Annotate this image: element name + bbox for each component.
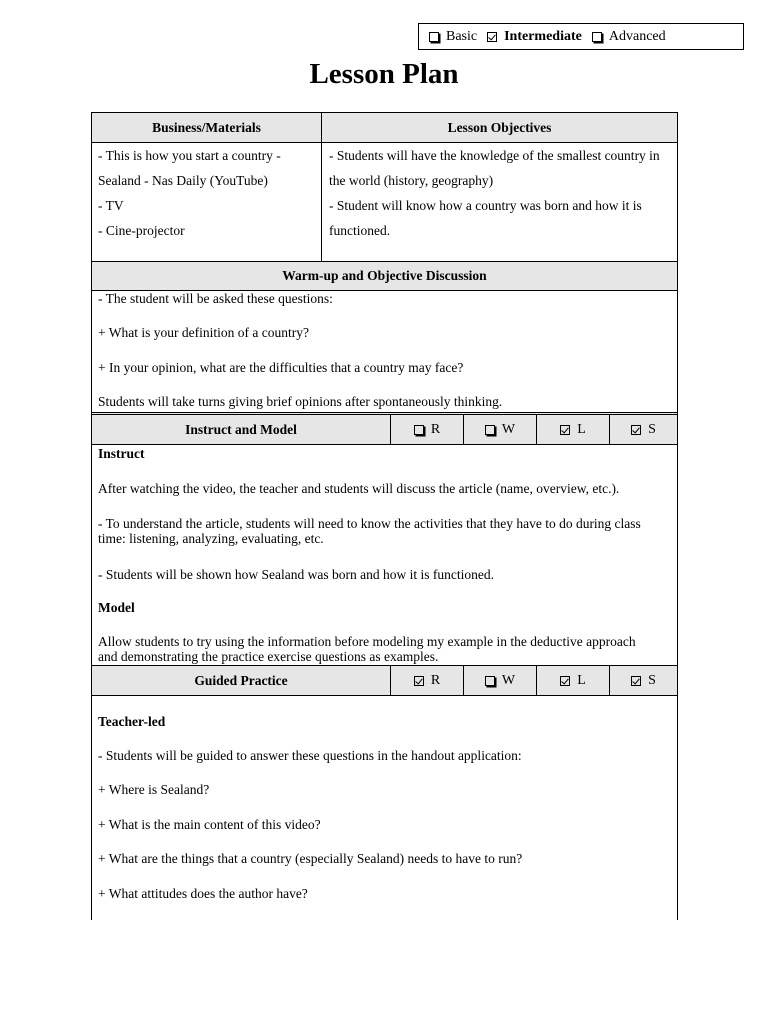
guided-line: + Where is Sealand? — [98, 782, 210, 797]
instruct-paragraph: - Students will be shown how Sealand was born and how it is functioned. — [98, 567, 494, 582]
level-option-basic[interactable] — [429, 29, 477, 45]
level-option-label: Advanced — [608, 28, 666, 44]
warmup-line: - The student will be asked these questions: — [98, 291, 333, 306]
checked-box-icon — [631, 425, 641, 435]
unchecked-box-icon — [429, 32, 439, 42]
guided-heading: Teacher-led — [98, 714, 166, 729]
skill-label: W — [501, 672, 516, 688]
objectives-line: the world (history, geography) — [329, 173, 494, 188]
instruct-header: Instruct and Model — [92, 415, 391, 444]
instruct-paragraph-line: time: listening, analyzing, evaluating, etc. — [98, 531, 324, 546]
model-paragraph-line: and demonstrating the practice exercise questions as examples. — [98, 649, 439, 664]
warmup-header: Warm-up and Objective Discussion — [92, 262, 677, 291]
checked-box-icon — [414, 676, 424, 686]
skill-label: R — [430, 421, 441, 437]
model-paragraph — [98, 634, 636, 664]
guided-line: - Students will be guided to answer these questions in the handout application: — [98, 748, 522, 763]
guided-header-row — [92, 665, 677, 696]
instruct-heading: Instruct — [98, 446, 145, 461]
level-option-advanced[interactable] — [592, 29, 666, 45]
unchecked-box-icon — [485, 425, 495, 435]
skill-label: S — [648, 672, 656, 688]
instruct-header-row — [92, 412, 677, 445]
page-title: Lesson Plan — [309, 58, 459, 90]
guided-header: Guided Practice — [92, 666, 391, 695]
skill-label: L — [577, 672, 586, 688]
warmup-line: Students will take turns giving brief opinions after spontaneously thinking. — [98, 394, 503, 409]
instruct-paragraph — [98, 516, 641, 546]
objectives-line: - Students will have the knowledge of the smallest country in — [329, 148, 660, 163]
skill-listening — [537, 666, 610, 695]
guided-section — [92, 696, 677, 916]
objectives-cell — [322, 143, 677, 261]
guided-line: + What is the main content of this video? — [98, 817, 321, 832]
materials-line: Sealand - Nas Daily (YouTube) — [98, 173, 268, 188]
skill-label: S — [648, 421, 656, 437]
skill-reading — [391, 415, 464, 444]
materials-cell — [92, 143, 322, 261]
instruct-paragraph: After watching the video, the teacher and students will discuss the article (name, overview, etc.). — [98, 481, 620, 496]
objectives-header: Lesson Objectives — [322, 113, 677, 143]
model-heading: Model — [98, 600, 135, 615]
warmup-section — [92, 291, 677, 412]
skill-label: L — [577, 421, 586, 437]
materials-objectives-row — [92, 143, 677, 262]
skill-reading — [391, 666, 464, 695]
level-selector — [418, 23, 744, 50]
skill-speaking — [610, 415, 677, 444]
unchecked-box-icon — [414, 425, 424, 435]
lesson-plan-table — [91, 112, 678, 920]
objectives-line: functioned. — [329, 223, 391, 238]
materials-objectives-header-row — [92, 113, 677, 143]
level-option-label: Basic — [446, 28, 478, 44]
warmup-line: + In your opinion, what are the difficulties that a country may face? — [98, 360, 464, 375]
checked-box-icon — [560, 425, 570, 435]
skill-writing — [464, 415, 537, 444]
unchecked-box-icon — [592, 32, 602, 42]
materials-line: - This is how you start a country - — [98, 148, 281, 163]
checked-box-icon — [487, 32, 497, 42]
skill-label: R — [430, 672, 441, 688]
level-option-label: Intermediate — [504, 28, 582, 44]
materials-line: - TV — [98, 198, 124, 213]
checked-box-icon — [560, 676, 570, 686]
model-paragraph-line: Allow students to try using the information before modeling my example in the deductive approach — [98, 634, 636, 649]
skill-speaking — [610, 666, 677, 695]
materials-header: Business/Materials — [92, 113, 322, 143]
level-option-intermediate[interactable] — [487, 29, 582, 45]
guided-line: + What attitudes does the author have? — [98, 886, 308, 901]
unchecked-box-icon — [485, 676, 495, 686]
instruct-section — [92, 445, 677, 665]
checked-box-icon — [631, 676, 641, 686]
skill-writing — [464, 666, 537, 695]
instruct-paragraph-line: - To understand the article, students will need to know the activities that they have to do during class — [98, 516, 641, 531]
warmup-line: + What is your definition of a country? — [98, 325, 309, 340]
skill-listening — [537, 415, 610, 444]
guided-line: + What are the things that a country (especially Sealand) needs to have to run? — [98, 851, 523, 866]
objectives-line: - Student will know how a country was born and how it is — [329, 198, 642, 213]
materials-line: - Cine-projector — [98, 223, 185, 238]
skill-label: W — [501, 421, 516, 437]
